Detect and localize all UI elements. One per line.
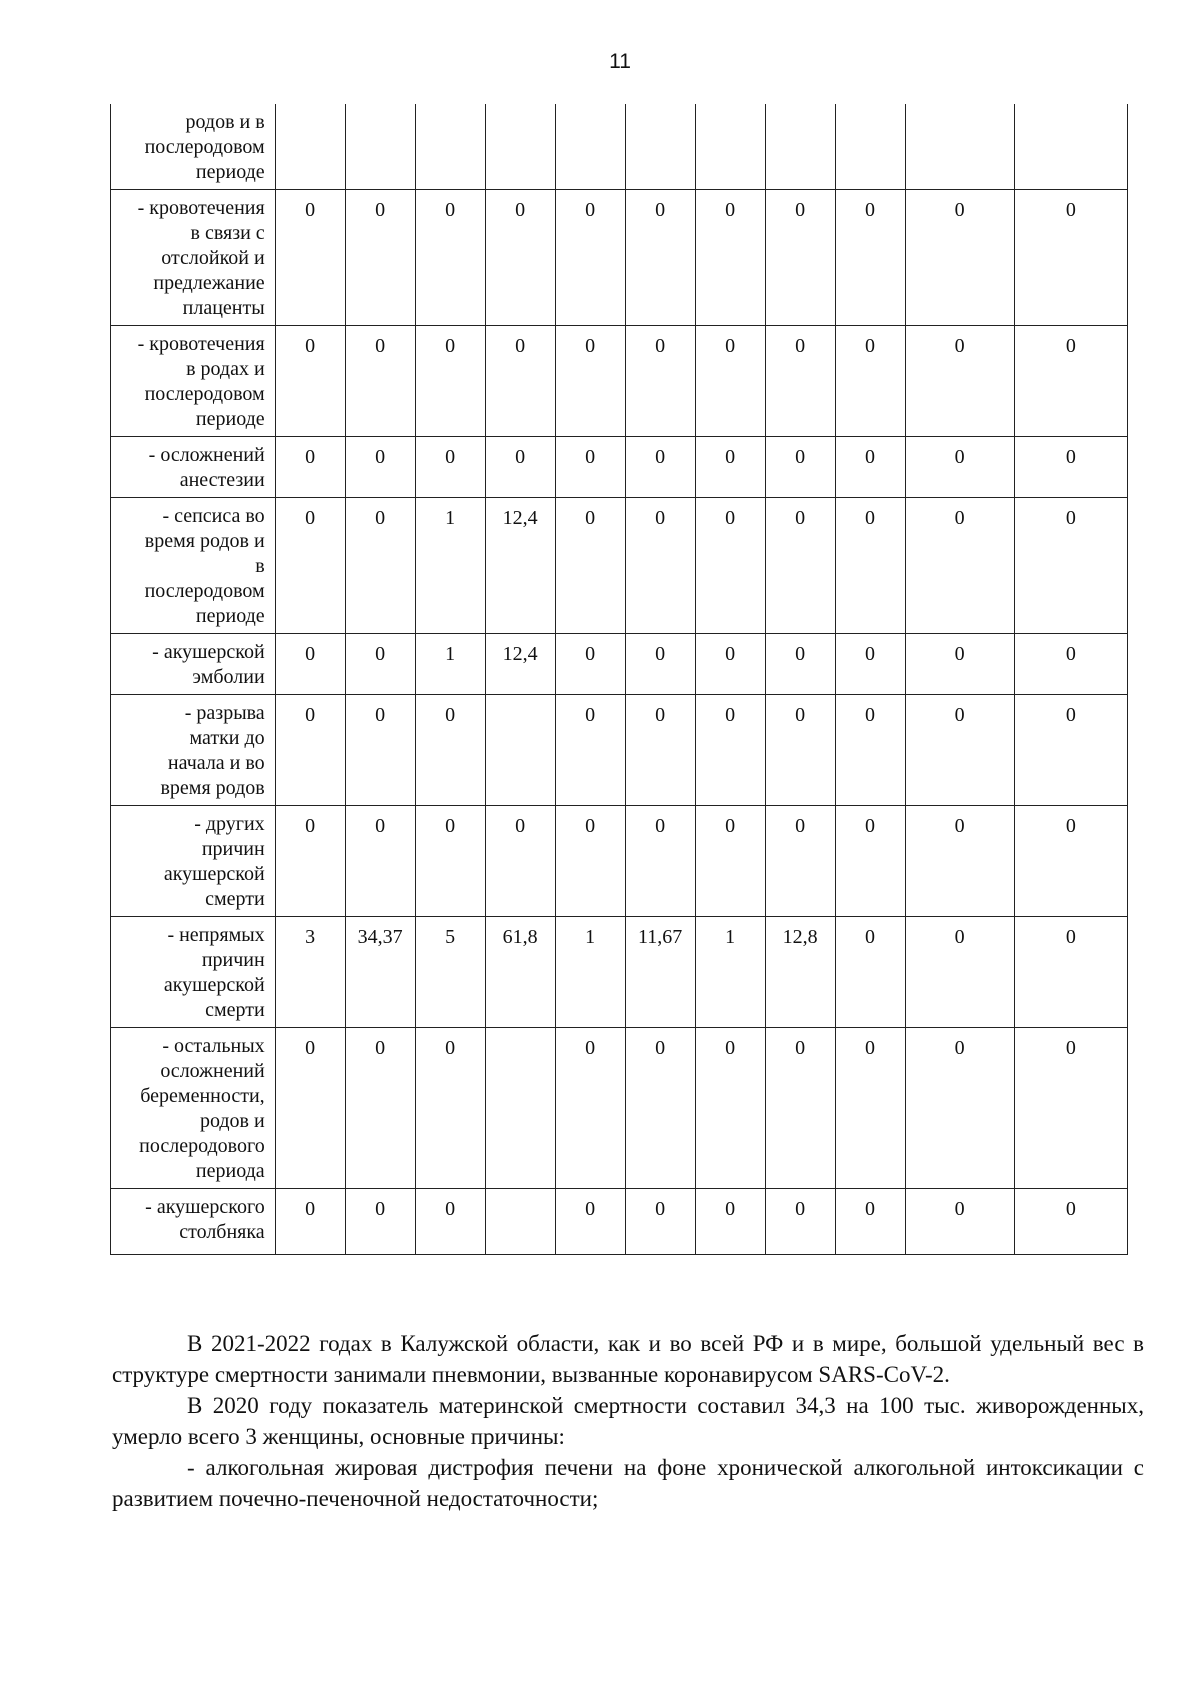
row-label-line: - сепсиса во xyxy=(162,505,265,527)
table-cell xyxy=(415,104,485,190)
row-label xyxy=(111,104,276,190)
row-label-line: смерти xyxy=(205,888,265,910)
table-cell: 0 xyxy=(765,326,835,437)
table-row xyxy=(111,104,1128,190)
table-cell: 0 xyxy=(555,806,625,917)
row-label-line: послеродовом xyxy=(144,383,265,405)
table-cell: 0 xyxy=(275,498,345,634)
table-cell: 0 xyxy=(765,437,835,498)
row-label-line: - кровотечения xyxy=(137,333,265,355)
row-label-line: осложнений xyxy=(160,1060,265,1082)
paragraph-cause-1: - алкогольная жировая дистрофия печени на фоне хронической алкогольной интоксикации с развитием почечно-печеночной недостаточности; xyxy=(112,1455,1144,1511)
table-cell: 0 xyxy=(485,190,555,326)
table-cell: 0 xyxy=(905,498,1014,634)
table-cell: 1 xyxy=(415,634,485,695)
table-cell: 0 xyxy=(835,498,905,634)
table-cell: 0 xyxy=(345,437,415,498)
body-text xyxy=(112,1328,1144,1514)
row-label-line: причин xyxy=(201,949,265,971)
table-cell: 0 xyxy=(275,190,345,326)
table-cell: 0 xyxy=(415,1028,485,1189)
row-label-line: акушерской xyxy=(163,974,265,996)
table-cell: 0 xyxy=(555,326,625,437)
table-cell: 0 xyxy=(1014,326,1127,437)
table-cell: 0 xyxy=(905,695,1014,806)
table-cell: 0 xyxy=(345,498,415,634)
row-label-line: столбняка xyxy=(179,1221,265,1243)
table-cell xyxy=(485,1028,555,1189)
table-cell: 0 xyxy=(765,1189,835,1255)
table-cell: 12,4 xyxy=(485,634,555,695)
row-label-line: в xyxy=(255,555,265,577)
table-cell: 0 xyxy=(625,326,695,437)
table-cell: 1 xyxy=(415,498,485,634)
table-cell: 0 xyxy=(1014,917,1127,1028)
row-label xyxy=(111,437,276,498)
table-cell: 0 xyxy=(625,806,695,917)
table-cell: 0 xyxy=(415,1189,485,1255)
table-cell: 0 xyxy=(835,917,905,1028)
table-cell: 0 xyxy=(415,190,485,326)
table-cell: 0 xyxy=(695,695,765,806)
table-cell: 0 xyxy=(345,1028,415,1189)
table-cell: 0 xyxy=(905,634,1014,695)
row-label-line: беременности, xyxy=(140,1085,265,1107)
table-cell: 0 xyxy=(905,806,1014,917)
table-cell: 0 xyxy=(695,437,765,498)
table-cell: 0 xyxy=(625,1028,695,1189)
table-cell: 12,4 xyxy=(485,498,555,634)
table-cell xyxy=(275,104,345,190)
row-label xyxy=(111,695,276,806)
row-label-line: смерти xyxy=(205,999,265,1021)
table-cell: 0 xyxy=(765,806,835,917)
table-cell: 0 xyxy=(765,1028,835,1189)
table-row xyxy=(111,806,1128,917)
table-cell xyxy=(1014,104,1127,190)
table-cell: 0 xyxy=(625,190,695,326)
row-label-line: периоде xyxy=(195,605,265,627)
row-label-line: - кровотечения xyxy=(137,197,265,219)
row-label-line: родов и xyxy=(199,1110,265,1132)
table-cell: 3 xyxy=(275,917,345,1028)
table-cell: 1 xyxy=(695,917,765,1028)
table-row xyxy=(111,498,1128,634)
table-cell: 0 xyxy=(485,806,555,917)
table-cell: 0 xyxy=(415,326,485,437)
table-row xyxy=(111,326,1128,437)
row-label-line: отслойкой и xyxy=(161,247,265,269)
maternal-mortality-table xyxy=(110,104,1128,1255)
table-cell: 0 xyxy=(555,634,625,695)
table-cell: 61,8 xyxy=(485,917,555,1028)
table-cell: 0 xyxy=(835,1189,905,1255)
table-cell xyxy=(695,104,765,190)
row-label-line: послеродовом xyxy=(144,580,265,602)
table-cell: 0 xyxy=(835,437,905,498)
table-body xyxy=(111,104,1128,1255)
table-cell: 0 xyxy=(765,498,835,634)
table-cell: 0 xyxy=(415,695,485,806)
table-row xyxy=(111,190,1128,326)
table-cell: 0 xyxy=(835,1028,905,1189)
table-cell: 0 xyxy=(765,190,835,326)
row-label-line: в связи с xyxy=(190,222,265,244)
table-cell: 12,8 xyxy=(765,917,835,1028)
table-cell: 0 xyxy=(275,437,345,498)
table-cell: 0 xyxy=(555,695,625,806)
table-row xyxy=(111,1028,1128,1189)
table-cell xyxy=(905,104,1014,190)
table-cell: 0 xyxy=(695,634,765,695)
table-row xyxy=(111,437,1128,498)
row-label-line: в родах и xyxy=(186,358,265,380)
table-cell: 0 xyxy=(1014,437,1127,498)
row-label-line: - непрямых xyxy=(167,924,265,946)
table-cell: 0 xyxy=(415,437,485,498)
row-label xyxy=(111,634,276,695)
table-cell: 0 xyxy=(1014,190,1127,326)
table-cell: 0 xyxy=(1014,806,1127,917)
table-cell: 0 xyxy=(275,695,345,806)
table-cell: 0 xyxy=(835,190,905,326)
table-cell: 0 xyxy=(345,190,415,326)
table-cell: 0 xyxy=(555,190,625,326)
page-number: 11 xyxy=(609,50,631,73)
table-cell: 0 xyxy=(695,1189,765,1255)
table-cell: 0 xyxy=(695,326,765,437)
row-label-line: - акушерской xyxy=(152,641,265,663)
table-cell: 0 xyxy=(1014,1189,1127,1255)
row-label-line: - акушерского xyxy=(145,1196,265,1218)
table-cell xyxy=(765,104,835,190)
table-cell xyxy=(625,104,695,190)
row-label-line: время родов и xyxy=(144,530,265,552)
row-label-line: - осложнений xyxy=(148,444,265,466)
row-label-line: послеродового xyxy=(139,1135,265,1157)
table-cell xyxy=(835,104,905,190)
table-row xyxy=(111,1189,1128,1255)
table-cell: 0 xyxy=(625,695,695,806)
table-cell: 0 xyxy=(625,437,695,498)
table-cell: 0 xyxy=(485,437,555,498)
table-cell: 5 xyxy=(415,917,485,1028)
table-cell: 0 xyxy=(1014,1028,1127,1189)
table-cell: 34,37 xyxy=(345,917,415,1028)
table-cell: 0 xyxy=(905,190,1014,326)
table-cell: 0 xyxy=(275,1189,345,1255)
paragraph-covid: В 2021-2022 годах в Калужской области, как и во всей РФ и в мире, большой удельный вес в структуре смертности занимали пневмонии, вызванные коронавирусом SARS-CoV-2. xyxy=(112,1331,1144,1387)
row-label xyxy=(111,806,276,917)
row-label-line: - разрыва xyxy=(184,702,265,724)
table-row xyxy=(111,917,1128,1028)
row-label-line: плаценты xyxy=(182,297,265,319)
row-label-line: периода xyxy=(195,1160,265,1182)
table-cell: 0 xyxy=(835,326,905,437)
table-cell: 0 xyxy=(835,634,905,695)
table-cell: 0 xyxy=(905,1189,1014,1255)
table-cell: 0 xyxy=(625,498,695,634)
table-cell: 0 xyxy=(345,326,415,437)
table-cell xyxy=(345,104,415,190)
table-cell: 0 xyxy=(345,806,415,917)
row-label-line: начала и во xyxy=(167,752,265,774)
table-cell: 0 xyxy=(1014,634,1127,695)
row-label-line: - остальных xyxy=(162,1035,265,1057)
table-cell: 0 xyxy=(625,634,695,695)
table-cell: 0 xyxy=(765,695,835,806)
paragraph-2020: В 2020 году показатель материнской смертности составил 34,3 на 100 тыс. живорожденных, умерло всего 3 женщины, основные причины: xyxy=(112,1393,1144,1449)
table-cell: 0 xyxy=(345,1189,415,1255)
row-label-line: матки до xyxy=(189,727,265,749)
table-cell: 0 xyxy=(1014,695,1127,806)
row-label xyxy=(111,917,276,1028)
row-label xyxy=(111,498,276,634)
table-cell: 0 xyxy=(555,437,625,498)
table-cell: 0 xyxy=(905,917,1014,1028)
row-label-line: анестезии xyxy=(179,469,265,491)
table-cell: 0 xyxy=(275,634,345,695)
row-label xyxy=(111,326,276,437)
table-cell: 0 xyxy=(835,695,905,806)
row-label xyxy=(111,190,276,326)
table-cell: 0 xyxy=(485,326,555,437)
table-cell xyxy=(485,104,555,190)
row-label xyxy=(111,1189,276,1255)
table-cell: 0 xyxy=(835,806,905,917)
table-cell: 0 xyxy=(555,1028,625,1189)
table-cell: 0 xyxy=(695,498,765,634)
row-label-line: послеродовом xyxy=(144,136,265,158)
table-cell: 0 xyxy=(275,326,345,437)
table-cell xyxy=(555,104,625,190)
row-label-line: акушерской xyxy=(163,863,265,885)
row-label-line: - других xyxy=(194,813,265,835)
table-cell: 0 xyxy=(345,695,415,806)
table-cell: 0 xyxy=(905,437,1014,498)
table-row xyxy=(111,695,1128,806)
row-label-line: эмболии xyxy=(192,666,265,688)
table-cell: 0 xyxy=(695,190,765,326)
table-cell: 0 xyxy=(415,806,485,917)
table-cell: 0 xyxy=(625,1189,695,1255)
table-cell: 0 xyxy=(695,1028,765,1189)
table-cell: 0 xyxy=(275,806,345,917)
row-label-line: родов и в xyxy=(185,111,265,133)
table-cell: 0 xyxy=(765,634,835,695)
row-label-line: причин xyxy=(201,838,265,860)
row-label-line: время родов xyxy=(160,777,265,799)
table-cell: 0 xyxy=(905,1028,1014,1189)
row-label-line: предлежание xyxy=(153,272,265,294)
table-cell: 0 xyxy=(345,634,415,695)
table-cell: 0 xyxy=(1014,498,1127,634)
table-cell xyxy=(485,695,555,806)
table-cell: 11,67 xyxy=(625,917,695,1028)
table-row xyxy=(111,634,1128,695)
table-cell xyxy=(485,1189,555,1255)
table-cell: 0 xyxy=(555,498,625,634)
table-cell: 0 xyxy=(695,806,765,917)
table-cell: 0 xyxy=(905,326,1014,437)
table-cell: 1 xyxy=(555,917,625,1028)
row-label xyxy=(111,1028,276,1189)
row-label-line: периоде xyxy=(195,408,265,430)
table-cell: 0 xyxy=(555,1189,625,1255)
row-label-line: периоде xyxy=(195,161,265,183)
table-cell: 0 xyxy=(275,1028,345,1189)
